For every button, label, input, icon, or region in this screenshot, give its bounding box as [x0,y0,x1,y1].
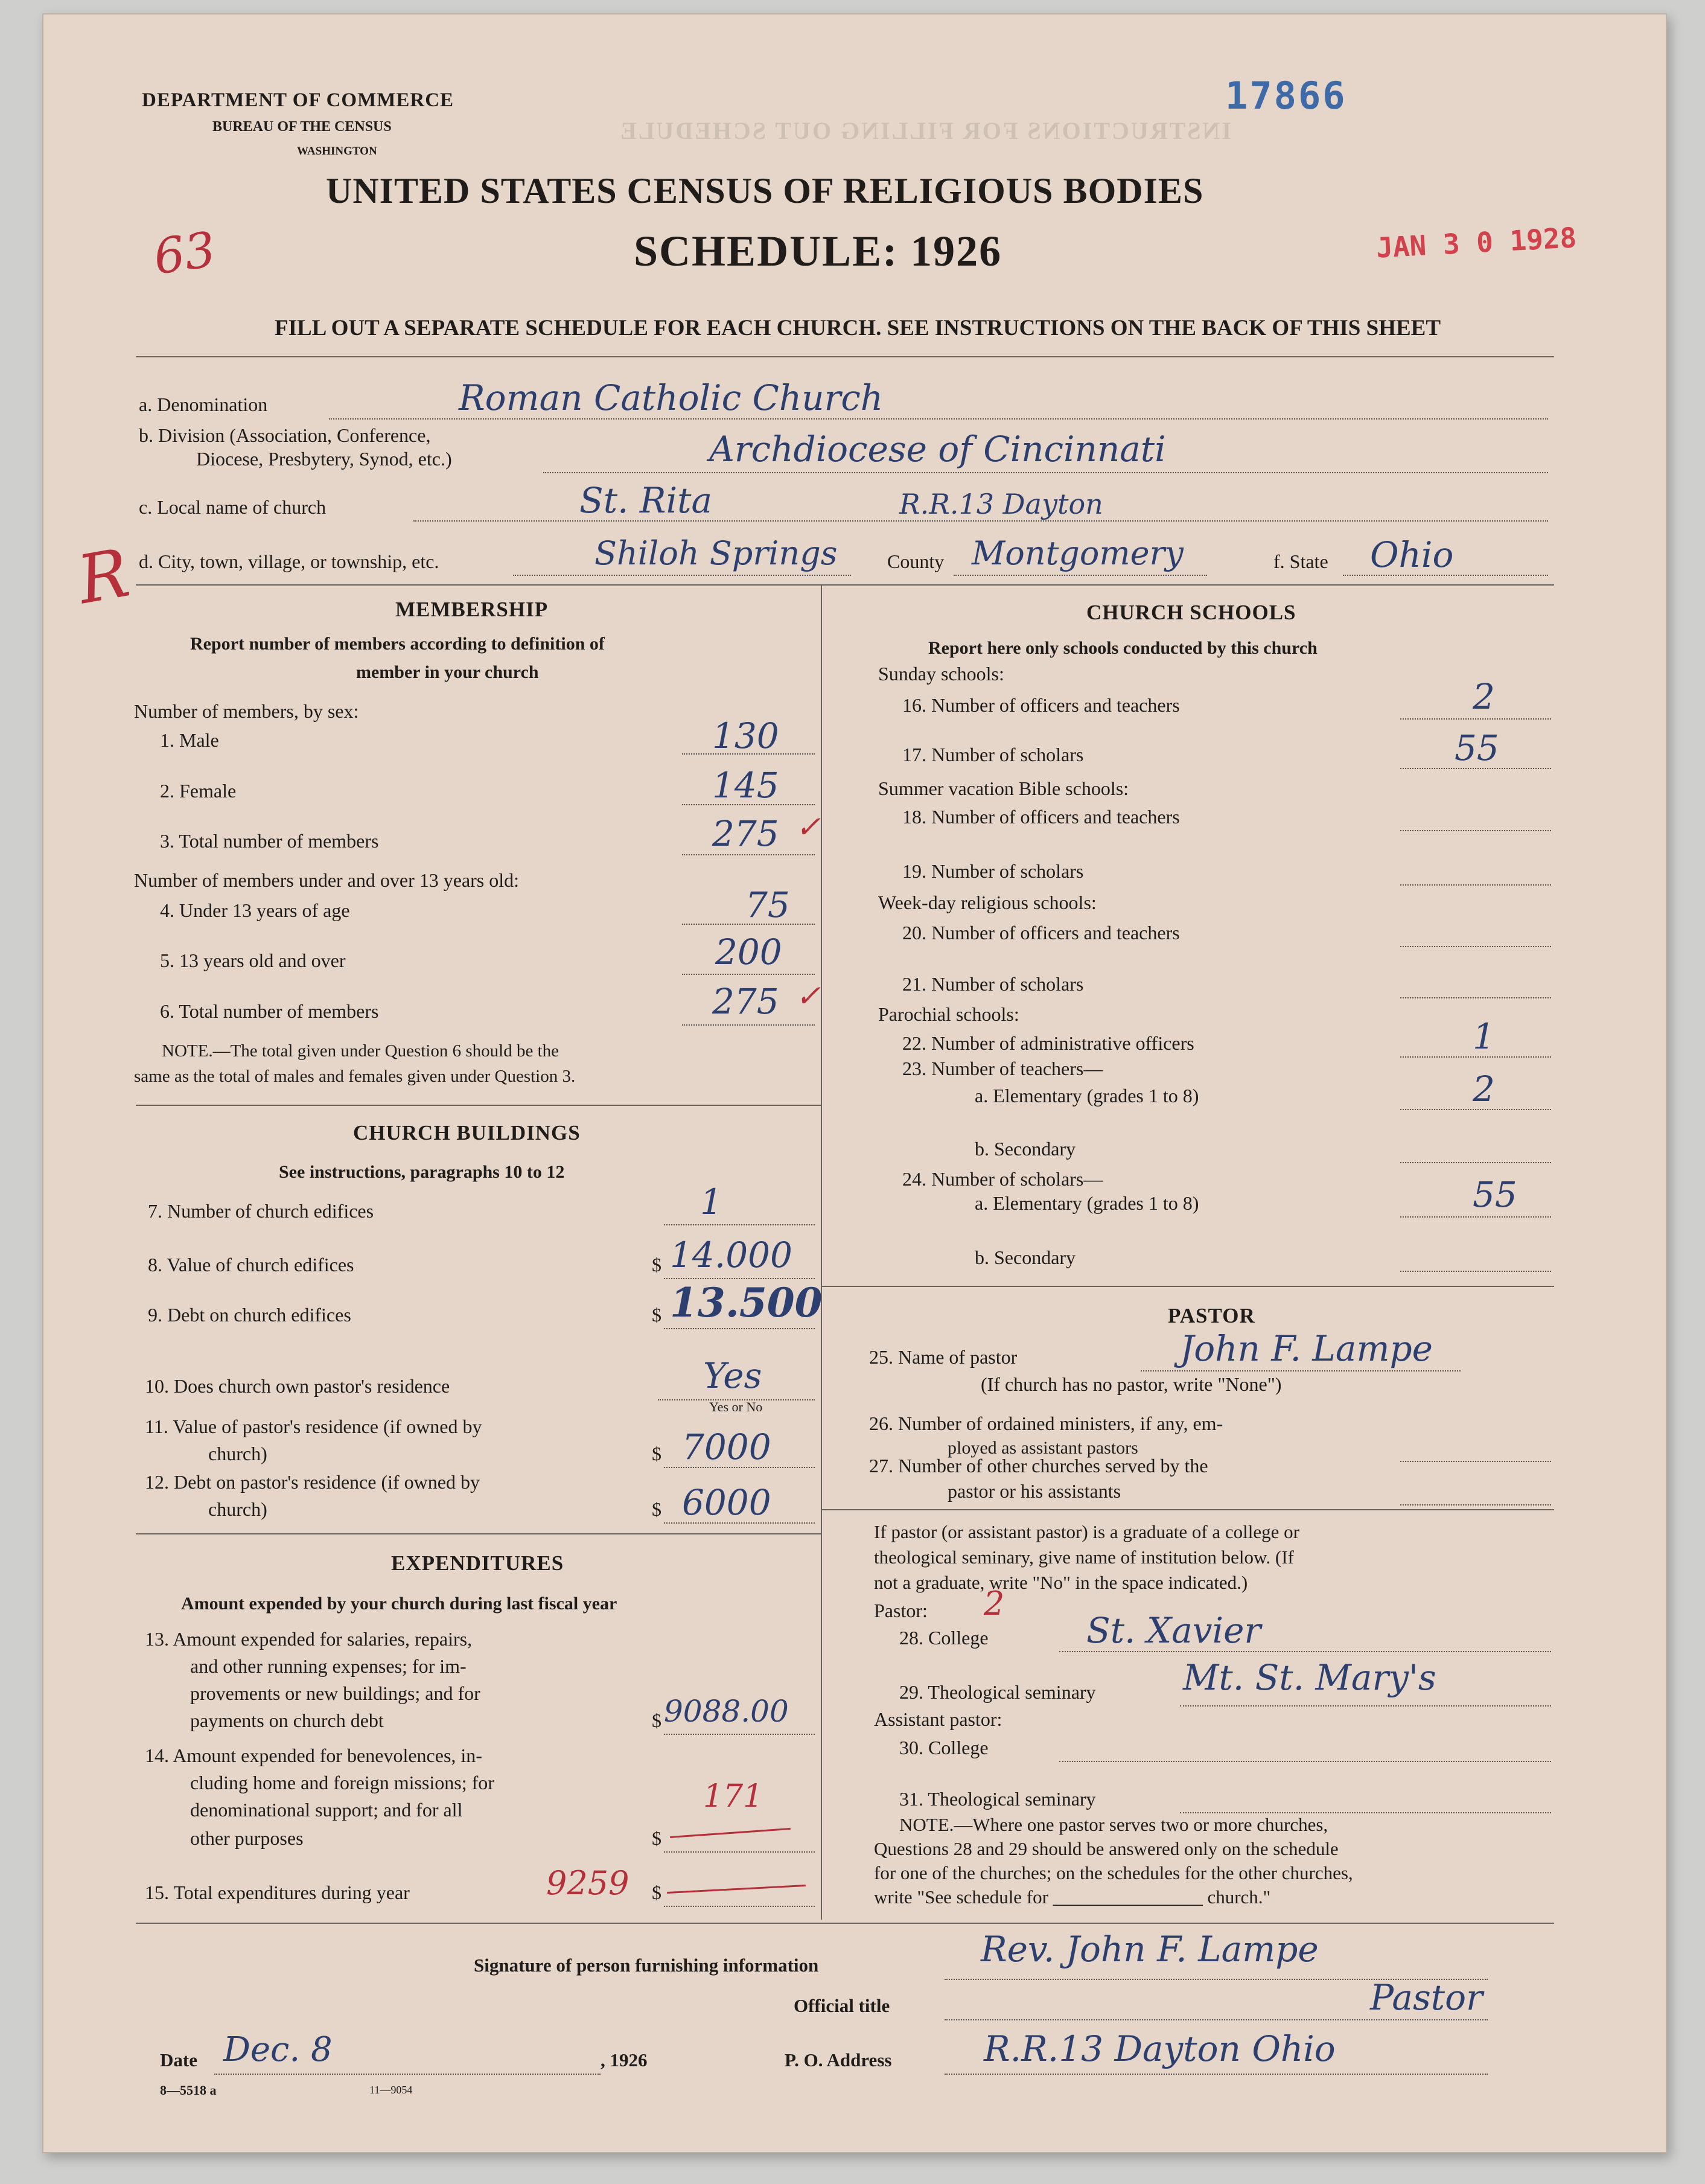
graduate-instruction: If pastor (or assistant pastor) is a graduate of a college or [874,1521,1299,1542]
pastor-seminary-value: Mt. St. Mary's [1183,1657,1436,1698]
owns-residence-value: Yes [703,1355,762,1396]
pastor-seminary-label: 29. Theological seminary [899,1681,1096,1703]
elementary-scholars-label: a. Elementary (grades 1 to 8) [975,1192,1199,1214]
denomination-value: Roman Catholic Church [459,377,884,418]
summer-scholars-label: 19. Number of scholars [902,860,1084,882]
total-expenditures-value: 9259 [546,1864,629,1902]
parochial-teachers-label: 23. Number of teachers— [902,1058,1103,1079]
pastor-name-hint: (If church has no pastor, write "None") [981,1373,1282,1395]
graduate-instruction-line2: theological seminary, give name of institution below. (If [874,1547,1294,1568]
assistant-ministers-label-line2: ployed as assistant pastors [948,1438,1138,1458]
city-label: d. City, town, village, or township, etc. [139,551,439,572]
schedule-title: SCHEDULE: 1926 [634,227,1002,275]
sunday-teachers-count: 2 [1473,676,1495,717]
local-name-label: c. Local name of church [139,496,327,518]
running-expenses-label-line4: payments on church debt [190,1710,384,1731]
female-label: 2. Female [160,780,237,802]
division-label-line2: Diocese, Presbytery, Synod, etc.) [196,448,452,470]
dollar-sign: $ [652,1710,661,1731]
benevolences-label: 14. Amount expended for benevolences, in- [145,1745,482,1766]
serial-number-stamp: 17866 [1225,74,1347,118]
po-address-value: R.R.13 Dayton Ohio [984,2028,1336,2069]
edifices-count: 1 [700,1181,722,1222]
county-value: Montgomery [972,534,1184,572]
running-expenses-label-line2: and other running expenses; for im- [190,1655,467,1677]
residence-debt: 6000 [682,1482,771,1523]
margin-pencil-mark: 63 [150,221,219,286]
male-label: 1. Male [160,729,219,751]
total-members-age-count: 275 [712,981,779,1022]
edifices-debt-label: 9. Debt on church edifices [148,1304,351,1326]
pastor-college-value: St. Xavier [1086,1610,1261,1651]
dollar-sign: $ [652,1304,661,1326]
total-members-age-label: 6. Total number of members [160,1000,379,1022]
expenditures-heading: EXPENDITURES [391,1551,564,1575]
running-expenses-label-line3: provements or new buildings; and for [190,1682,480,1704]
local-name-value: St. Rita [579,480,713,521]
assistant-seminary-label: 31. Theological seminary [899,1788,1096,1810]
bureau-name: BUREAU OF THE CENSUS [212,119,392,135]
dollar-sign: $ [652,1882,661,1903]
over-13-count: 200 [715,931,782,972]
pastor-note-line2: Questions 28 and 29 should be answered only on the schedule [874,1838,1339,1859]
yes-or-no-hint: Yes or No [709,1399,763,1414]
benevolences-label-line4: other purposes [190,1827,304,1849]
total-expenditures-label: 15. Total expenditures during year [145,1882,410,1903]
expenditures-subtitle: Amount expended by your church during last fiscal year [181,1594,617,1614]
male-count: 130 [712,715,779,756]
dollar-sign: $ [652,1443,661,1464]
check-mark-icon: ✓ [795,979,821,1014]
form-number: 8—5518 a [160,2083,217,2098]
official-title-value: Pastor [1370,1977,1483,2018]
division-value: Archdiocese of Cincinnati [709,429,1166,470]
division-label: b. Division (Association, Conference, [139,424,431,446]
under-13-count: 75 [745,884,790,925]
pastor-section-label: Pastor: [874,1600,928,1621]
pastor-name-value: John F. Lampe [1180,1328,1433,1369]
members-by-age-label: Number of members under and over 13 years old: [134,869,520,891]
residence-debt-label-line2: church) [208,1498,267,1520]
official-title-label: Official title [794,1995,890,2016]
edifices-value-label: 8. Value of church edifices [148,1254,354,1276]
summer-schools-label: Summer vacation Bible schools: [878,777,1129,799]
female-count: 145 [712,765,779,806]
residence-value: 7000 [682,1426,771,1467]
residence-value-label-line2: church) [208,1443,267,1464]
secondary-teachers-label: b. Secondary [975,1138,1076,1160]
date-year: , 1926 [601,2049,648,2071]
assistant-college-label: 30. College [899,1737,989,1758]
total-members-label: 3. Total number of members [160,830,379,852]
church-buildings-subtitle: See instructions, paragraphs 10 to 12 [279,1162,565,1182]
membership-note: NOTE.—The total given under Question 6 should be the [162,1041,559,1061]
total-members-count: 275 [712,813,779,854]
pastor-note-line3: for one of the churches; on the schedules for the other churches, [874,1862,1353,1883]
benevolences-label-line2: cluding home and foreign missions; for [190,1772,494,1793]
pastor-mark: 2 [984,1585,1005,1623]
membership-subtitle: Report number of members according to definition of [190,634,605,654]
running-expenses-value: 9088.00 [664,1694,789,1729]
elementary-teachers-label: a. Elementary (grades 1 to 8) [975,1085,1199,1106]
sunday-scholars-count: 55 [1455,727,1499,768]
pastor-name-label: 25. Name of pastor [869,1346,1018,1368]
sunday-teachers-label: 16. Number of officers and teachers [902,694,1180,716]
membership-heading: MEMBERSHIP [395,598,549,621]
secondary-scholars-label: b. Secondary [975,1247,1076,1268]
residence-debt-label: 12. Debt on pastor's residence (if owned by [145,1471,480,1493]
state-value: Ohio [1370,534,1454,575]
parochial-admin-label: 22. Number of administrative officers [902,1032,1194,1054]
state-label: f. State [1273,551,1328,572]
date-label: Date [160,2049,197,2071]
pastor-heading: PASTOR [1168,1304,1255,1327]
benevolences-value: 171 [703,1778,763,1815]
membership-note-line2: same as the total of males and females given under Question 3. [134,1067,576,1086]
benevolences-label-line3: denominational support; and for all [190,1799,463,1821]
sunday-scholars-label: 17. Number of scholars [902,744,1084,765]
denomination-label: a. Denomination [139,394,268,415]
edifices-count-label: 7. Number of church edifices [148,1200,374,1222]
received-date-stamp: JAN 3 0 1928 [1375,221,1578,264]
signature-value: Rev. John F. Lampe [981,1929,1319,1970]
pastor-college-label: 28. College [899,1627,989,1649]
po-address-label: P. O. Address [785,2049,892,2071]
running-expenses-label: 13. Amount expended for salaries, repairs, [145,1628,473,1650]
assistant-ministers-label: 26. Number of ordained ministers, if any, em- [869,1413,1223,1434]
church-buildings-heading: CHURCH BUILDINGS [353,1121,581,1145]
dollar-sign: $ [652,1827,661,1849]
summer-teachers-label: 18. Number of officers and teachers [902,806,1180,828]
dollar-sign: $ [652,1254,661,1276]
form-title: UNITED STATES CENSUS OF RELIGIOUS BODIES [326,171,1204,211]
city-value: Shiloh Springs [594,534,838,572]
elementary-teachers-count: 2 [1473,1068,1495,1110]
weekday-schools-label: Week-day religious schools: [878,892,1097,913]
under-13-label: 4. Under 13 years of age [160,899,350,921]
edifices-debt: 13.500 [670,1279,823,1326]
date-value: Dec. 8 [223,2030,333,2069]
print-number: 11—9054 [369,2084,413,2096]
bureau-city: WASHINGTON [297,145,377,158]
assistant-pastor-label: Assistant pastor: [874,1708,1002,1730]
owns-residence-label: 10. Does church own pastor's residence [145,1375,450,1397]
residence-value-label: 11. Value of pastor's residence (if owned by [145,1416,482,1437]
pastor-note: NOTE.—Where one pastor serves two or more churches, [899,1814,1328,1835]
membership-subtitle-line2: member in your church [356,662,539,682]
other-churches-label-line2: pastor or his assistants [948,1480,1121,1502]
sunday-schools-label: Sunday schools: [878,663,1004,685]
signature-label: Signature of person furnishing information [474,1955,819,1976]
dollar-sign: $ [652,1498,661,1520]
local-address-note: R.R.13 Dayton [899,488,1103,520]
graduate-instruction-line3: not a graduate, write "No" in the space indicated.) [874,1572,1248,1593]
separate-schedule-instruction: FILL OUT A SEPARATE SCHEDULE FOR EACH CHURCH. SEE INSTRUCTIONS ON THE BACK OF THIS SHEET [275,316,1441,340]
over-13-label: 5. 13 years old and over [160,950,346,971]
parochial-admin-count: 1 [1473,1016,1495,1057]
other-churches-label: 27. Number of other churches served by the [869,1455,1208,1477]
weekday-teachers-label: 20. Number of officers and teachers [902,922,1180,944]
church-schools-heading: CHURCH SCHOOLS [1086,601,1296,624]
reverse-side-bleed: INSTRUCTIONS FOR FILLING OUT SCHEDULE [619,117,1231,144]
margin-red-mark: R [72,534,135,619]
parochial-schools-label: Parochial schools: [878,1003,1019,1025]
members-by-sex-label: Number of members, by sex: [134,700,359,722]
edifices-value: 14.000 [670,1234,792,1276]
pastor-note-line4: write "See schedule for ________________ church." [874,1886,1271,1908]
department-name: DEPARTMENT OF COMMERCE [142,89,454,111]
parochial-scholars-label: 24. Number of scholars— [902,1168,1103,1190]
check-mark-icon: ✓ [795,809,821,845]
weekday-scholars-label: 21. Number of scholars [902,973,1084,995]
county-label: County [887,551,945,572]
elementary-scholars-count: 55 [1473,1174,1517,1215]
church-schools-subtitle: Report here only schools conducted by this church [928,638,1318,658]
